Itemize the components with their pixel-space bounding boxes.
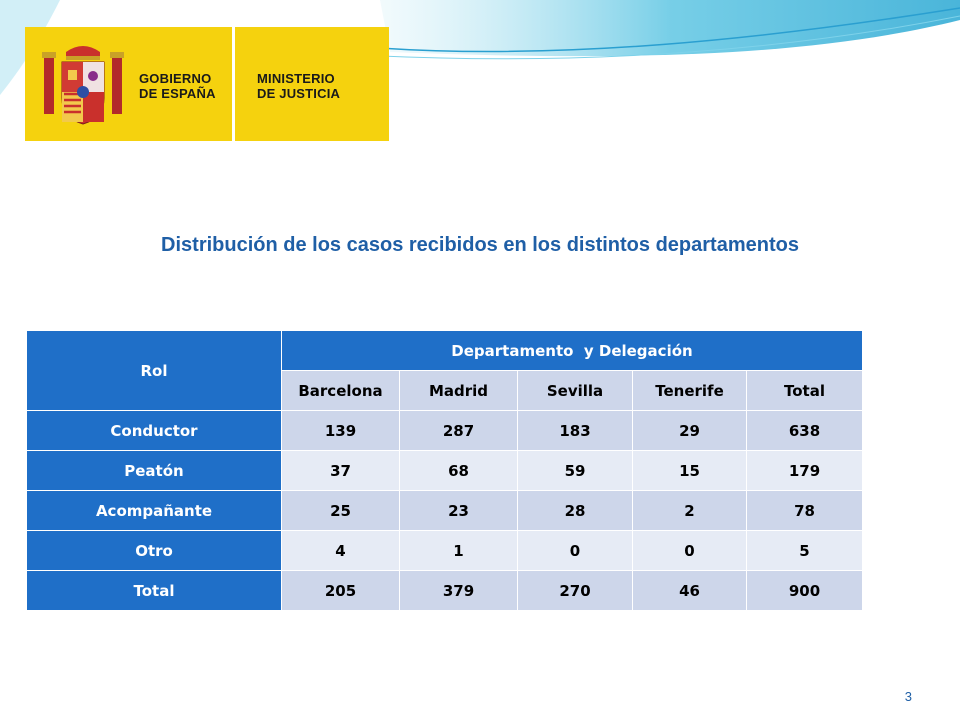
table-cell: 205 [282,571,400,611]
table-cell: 183 [518,411,633,451]
table-cell: 379 [400,571,518,611]
logo-line-4: DE JUSTICIA [257,86,341,101]
row-label-total: Total [27,571,282,611]
coat-of-arms-icon [42,42,124,130]
logo-text-gobierno [139,71,216,101]
slide-title: Distribución de los casos recibidos en los distintos departamentos [161,234,799,256]
row-label-conductor: Conductor [27,411,282,451]
table-row [27,531,863,571]
government-logo [25,27,389,141]
logo-line-3: MINISTERIO [257,71,335,86]
column-header-madrid: Madrid [400,371,518,411]
table-cell: 287 [400,411,518,451]
table-cell: 68 [400,451,518,491]
table-row [27,571,863,611]
table-cell: 638 [747,411,863,451]
table-cell: 1 [400,531,518,571]
table-cell: 28 [518,491,633,531]
column-header-barcelona: Barcelona [282,371,400,411]
header-rol: Rol [27,331,282,411]
logo-line-2: DE ESPAÑA [139,86,216,101]
table-cell: 0 [518,531,633,571]
distribution-table [26,330,863,611]
table-cell: 139 [282,411,400,451]
header-departamento: Departamento y Delegación [282,331,863,371]
column-header-total: Total [747,371,863,411]
table-cell: 59 [518,451,633,491]
row-label-peaton: Peatón [27,451,282,491]
table-row [27,451,863,491]
table-cell: 15 [633,451,747,491]
table-cell: 78 [747,491,863,531]
table-cell: 23 [400,491,518,531]
column-header-tenerife: Tenerife [633,371,747,411]
table-cell: 25 [282,491,400,531]
table-cell: 4 [282,531,400,571]
table-cell: 37 [282,451,400,491]
logo-text-ministerio [257,71,340,101]
logo-divider [232,27,235,141]
table-row [27,491,863,531]
logo-line-1: GOBIERNO [139,71,212,86]
page-number: 3 [904,689,912,704]
table-cell: 179 [747,451,863,491]
table-cell: 270 [518,571,633,611]
column-header-sevilla: Sevilla [518,371,633,411]
table-cell: 46 [633,571,747,611]
row-label-acompanante: Acompañante [27,491,282,531]
table-cell: 29 [633,411,747,451]
table-row [27,411,863,451]
table-cell: 2 [633,491,747,531]
table-cell: 900 [747,571,863,611]
row-label-otro: Otro [27,531,282,571]
table-cell: 5 [747,531,863,571]
table-cell: 0 [633,531,747,571]
